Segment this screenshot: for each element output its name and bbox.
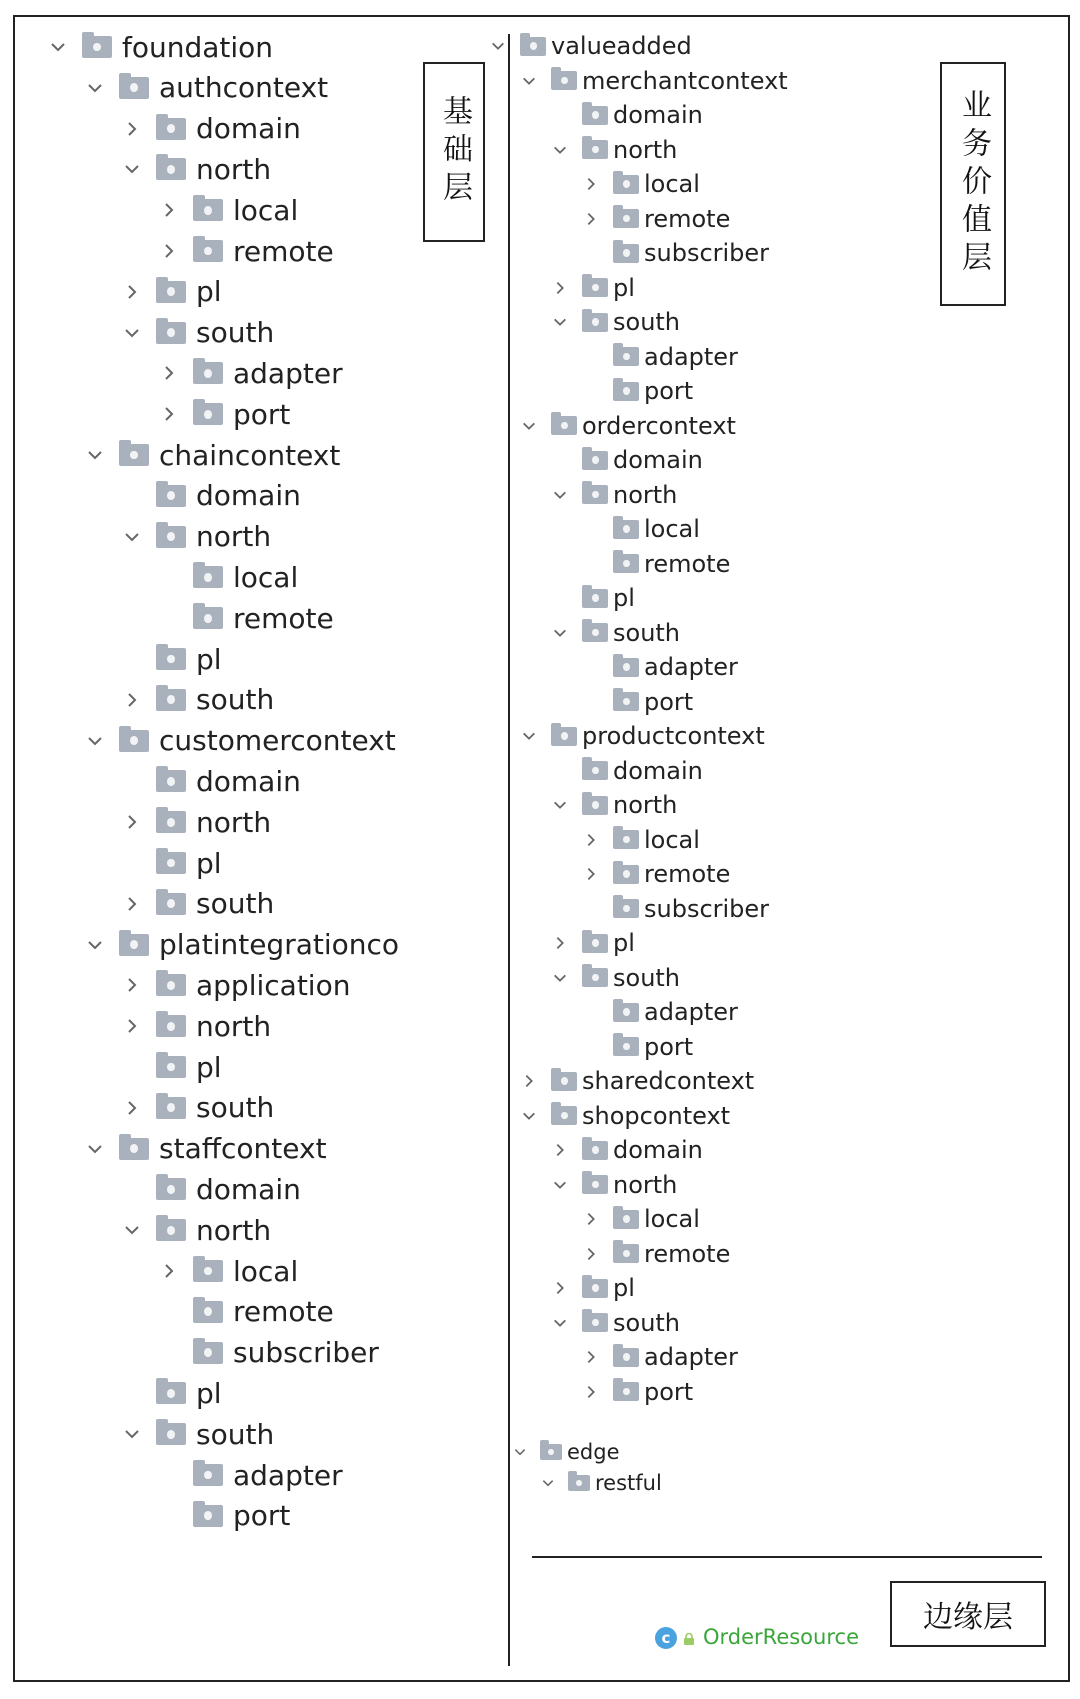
tree-item-label: local [644, 1205, 700, 1233]
tree-item-label: pl [196, 642, 222, 676]
foundation-layer-label: 基础层 [423, 62, 485, 242]
chevron-right-icon[interactable] [550, 1140, 570, 1160]
chevron-right-icon[interactable] [159, 1261, 179, 1281]
tree-item-pl[interactable] [122, 1047, 452, 1087]
folder-icon [613, 899, 639, 918]
tree-item-label: domain [196, 112, 301, 146]
tree-item-pl[interactable] [122, 843, 452, 883]
tree-item-north[interactable] [122, 802, 452, 842]
folder-icon [613, 1037, 639, 1056]
chevron-down-icon[interactable] [122, 159, 142, 179]
folder-icon [193, 1342, 223, 1364]
chevron-right-icon[interactable] [581, 1209, 601, 1229]
chevron-down-icon[interactable] [488, 36, 508, 56]
tree-item-label: domain [613, 446, 703, 474]
folder-icon [568, 1475, 590, 1491]
chevron-placeholder [550, 761, 570, 781]
chevron-down-icon[interactable] [550, 1313, 570, 1333]
folder-icon [613, 1210, 639, 1229]
folder-icon [193, 1505, 223, 1527]
tree-item-label: south [613, 308, 681, 336]
tree-item-label: north [613, 135, 678, 164]
chevron-placeholder [159, 1343, 179, 1363]
chevron-placeholder [581, 243, 601, 263]
tree-item-adapter[interactable] [159, 353, 489, 393]
chevron-down-icon[interactable] [122, 323, 142, 343]
tree-item-south[interactable] [122, 884, 452, 924]
tree-item-label: north [196, 1009, 272, 1043]
folder-icon [582, 278, 608, 297]
tree-item-label: north [196, 520, 272, 554]
chevron-placeholder [581, 1037, 601, 1057]
folder-icon [156, 322, 186, 344]
tree-item-south[interactable] [122, 313, 452, 353]
tree-item-south[interactable] [122, 680, 452, 720]
tree-item-remote[interactable] [159, 598, 489, 638]
chevron-placeholder [581, 899, 601, 919]
chevron-right-icon[interactable] [519, 1071, 539, 1091]
tree-item-label: pl [613, 1274, 635, 1302]
chevron-placeholder [581, 554, 601, 574]
folder-icon [156, 281, 186, 303]
chevron-right-icon[interactable] [159, 363, 179, 383]
chevron-placeholder [581, 692, 601, 712]
tree-item-restful[interactable] [538, 1463, 758, 1503]
chevron-placeholder [122, 1179, 142, 1199]
tree-item-label: adapter [644, 998, 738, 1026]
folder-icon [156, 485, 186, 507]
tree-item-north[interactable] [122, 149, 452, 189]
tree-item-label: remote [233, 1295, 334, 1329]
tree-item-label: remote [644, 860, 731, 888]
tree-item-label: south [613, 1308, 681, 1337]
folder-icon [156, 1015, 186, 1037]
tree-item-authcontext[interactable] [85, 68, 415, 108]
folder-icon [613, 1244, 639, 1263]
folder-icon [582, 140, 608, 159]
chevron-placeholder [159, 608, 179, 628]
tree-item-domain[interactable] [122, 476, 452, 516]
tree-item-label: south [613, 963, 681, 992]
chevron-placeholder [122, 1057, 142, 1077]
tree-item-label: north [613, 791, 678, 819]
folder-icon [582, 796, 608, 815]
chevron-placeholder [581, 347, 601, 367]
folder-icon [582, 968, 608, 987]
tree-item-label: adapter [644, 342, 738, 371]
tree-item-label: north [196, 805, 272, 839]
tree-item-label: local [233, 560, 299, 594]
chevron-placeholder [122, 853, 142, 873]
folder-icon [613, 209, 639, 228]
chevron-right-icon[interactable] [581, 864, 601, 884]
tree-item-label: domain [196, 764, 301, 798]
chevron-down-icon[interactable] [538, 1473, 558, 1493]
chevron-placeholder [581, 519, 601, 539]
folder-icon [193, 240, 223, 262]
chevron-right-icon[interactable] [581, 209, 601, 229]
tree-item-label: pl [613, 273, 635, 302]
tree-item-label: valueadded [551, 32, 692, 60]
chevron-right-icon[interactable] [581, 830, 601, 850]
tree-item-label: south [196, 887, 275, 921]
tree-item-label: north [196, 1213, 272, 1247]
tree-item-label: pl [196, 846, 222, 880]
tree-item-label: restful [595, 1471, 662, 1495]
folder-icon [582, 589, 608, 608]
chevron-down-icon[interactable] [519, 71, 539, 91]
tree-item-local[interactable] [159, 557, 489, 597]
chevron-down-icon[interactable] [519, 726, 539, 746]
edge-class-label: OrderResource [703, 1625, 859, 1649]
folder-icon [613, 382, 639, 401]
folder-icon [613, 520, 639, 539]
tree-item-adapter[interactable] [159, 1455, 489, 1495]
folder-icon [193, 199, 223, 221]
column-divider [508, 34, 510, 1666]
folder-icon [193, 566, 223, 588]
folder-icon [551, 1106, 577, 1125]
tree-item-north[interactable] [122, 517, 452, 557]
folder-icon [582, 313, 608, 332]
folder-icon [156, 1097, 186, 1119]
folder-icon [613, 175, 639, 194]
folder-icon [582, 451, 608, 470]
chevron-placeholder [122, 649, 142, 669]
chevron-down-icon[interactable] [85, 1139, 105, 1159]
tree-item-pl[interactable] [122, 272, 452, 312]
folder-icon [156, 526, 186, 548]
tree-item-domain[interactable] [122, 1169, 452, 1209]
folder-icon [156, 852, 186, 874]
chevron-right-icon[interactable] [122, 1098, 142, 1118]
tree-item-label: remote [233, 234, 334, 268]
tree-item-local[interactable] [159, 1251, 489, 1291]
tree-item-label: application [196, 968, 351, 1002]
chevron-right-icon[interactable] [581, 1347, 601, 1367]
tree-item-label: local [233, 193, 299, 227]
folder-icon [193, 607, 223, 629]
tree-item-label: remote [644, 1239, 731, 1268]
chevron-right-icon[interactable] [122, 894, 142, 914]
tree-item-label: platintegrationco [159, 928, 400, 962]
folder-icon [613, 692, 639, 711]
chevron-placeholder [550, 450, 570, 470]
tree-item-label: pl [196, 275, 222, 309]
tree-item-subscriber[interactable] [159, 1333, 489, 1373]
tree-item-chaincontext[interactable] [85, 435, 415, 475]
chevron-placeholder [581, 381, 601, 401]
chevron-right-icon[interactable] [159, 404, 179, 424]
chevron-placeholder [122, 486, 142, 506]
chevron-down-icon[interactable] [550, 795, 570, 815]
folder-icon [520, 37, 546, 56]
chevron-down-icon[interactable] [550, 623, 570, 643]
folder-icon [156, 689, 186, 711]
tree-item-label: south [613, 618, 681, 647]
folder-icon [551, 727, 577, 746]
tree-item-application[interactable] [122, 965, 452, 1005]
value-layer-label: 业务价值层 [940, 62, 1006, 306]
tree-item-port[interactable] [581, 1372, 871, 1412]
folder-icon [156, 974, 186, 996]
edge-divider [532, 1556, 1042, 1558]
folder-icon [193, 362, 223, 384]
chevron-placeholder [159, 1506, 179, 1526]
tree-item-label: local [233, 1254, 299, 1288]
folder-icon [156, 158, 186, 180]
tree-item-label: edge [567, 1440, 620, 1464]
folder-icon [193, 1464, 223, 1486]
tree-item-label: productcontext [582, 722, 765, 750]
chevron-placeholder [581, 1002, 601, 1022]
tree-item-label: north [613, 1170, 678, 1199]
tree-item-label: port [233, 1499, 291, 1533]
chevron-right-icon[interactable] [159, 200, 179, 220]
tree-item-label: domain [613, 756, 703, 785]
chevron-right-icon[interactable] [159, 241, 179, 261]
tree-item-north[interactable] [122, 1210, 452, 1250]
chevron-placeholder [550, 588, 570, 608]
tree-item-label: remote [644, 204, 731, 233]
folder-icon [540, 1444, 562, 1460]
folder-icon [582, 1175, 608, 1194]
chevron-placeholder [159, 1465, 179, 1485]
lock-icon [683, 1633, 695, 1645]
tree-item-label: pl [196, 1050, 222, 1084]
chevron-right-icon[interactable] [581, 1382, 601, 1402]
chevron-right-icon[interactable] [122, 282, 142, 302]
tree-item-label: adapter [644, 653, 738, 681]
tree-item-platintegrationco[interactable] [85, 925, 415, 965]
folder-icon [156, 648, 186, 670]
tree-item-label: local [644, 825, 700, 854]
folder-icon [613, 1003, 639, 1022]
chevron-down-icon[interactable] [85, 935, 105, 955]
folder-icon [156, 1056, 186, 1078]
folder-icon [156, 1423, 186, 1445]
tree-item-label: subscriber [644, 239, 770, 267]
tree-item-customercontext[interactable] [85, 721, 415, 761]
chevron-placeholder [122, 771, 142, 791]
chevron-down-icon[interactable] [550, 1175, 570, 1195]
folder-icon [613, 658, 639, 677]
tree-item-label: domain [196, 1172, 301, 1206]
chevron-down-icon[interactable] [85, 445, 105, 465]
folder-icon [582, 106, 608, 125]
tree-item-foundation[interactable] [48, 27, 378, 67]
tree-item-pl[interactable] [122, 1373, 452, 1413]
folder-icon [613, 1382, 639, 1401]
tree-item-label: chaincontext [159, 438, 341, 472]
chevron-right-icon[interactable] [550, 1278, 570, 1298]
chevron-placeholder [159, 1302, 179, 1322]
chevron-down-icon[interactable] [519, 416, 539, 436]
folder-icon [156, 1219, 186, 1241]
tree-item-label: south [196, 1417, 275, 1451]
tree-item-port[interactable] [159, 394, 489, 434]
tree-item-south[interactable] [122, 1088, 452, 1128]
folder-icon [582, 1313, 608, 1332]
folder-icon [582, 1141, 608, 1160]
chevron-right-icon[interactable] [122, 119, 142, 139]
chevron-down-icon[interactable] [122, 527, 142, 547]
tree-item-label: domain [613, 101, 703, 129]
tree-item-label: adapter [644, 1343, 738, 1371]
tree-item-label: remote [644, 549, 731, 578]
chevron-down-icon[interactable] [550, 140, 570, 160]
tree-item-pl[interactable] [122, 639, 452, 679]
chevron-down-icon[interactable] [550, 485, 570, 505]
chevron-right-icon[interactable] [122, 812, 142, 832]
tree-item-label: ordercontext [582, 411, 736, 440]
folder-icon [82, 36, 112, 58]
folder-icon [156, 1178, 186, 1200]
tree-item-remote[interactable] [159, 1292, 489, 1332]
chevron-right-icon[interactable] [581, 1244, 601, 1264]
folder-icon [156, 811, 186, 833]
folder-icon [582, 934, 608, 953]
chevron-down-icon[interactable] [550, 312, 570, 332]
folder-icon [193, 403, 223, 425]
tree-item-label: shopcontext [582, 1101, 731, 1130]
tree-item-label: south [196, 683, 275, 717]
tree-item-label: port [644, 687, 694, 716]
folder-icon [613, 554, 639, 573]
tree-item-label: domain [613, 1136, 703, 1164]
folder-icon [582, 623, 608, 642]
folder-icon [613, 1348, 639, 1367]
tree-item-label: port [644, 1032, 694, 1061]
chevron-right-icon[interactable] [581, 174, 601, 194]
chevron-down-icon[interactable] [122, 1424, 142, 1444]
folder-icon [156, 118, 186, 140]
folder-icon [613, 347, 639, 366]
tree-item-label: staffcontext [159, 1132, 327, 1166]
chevron-placeholder [550, 105, 570, 125]
chevron-down-icon[interactable] [510, 1442, 530, 1462]
tree-item-label: north [613, 480, 678, 509]
chevron-down-icon[interactable] [85, 78, 105, 98]
tree-item-staffcontext[interactable] [85, 1129, 415, 1169]
tree-item-label: pl [613, 929, 635, 957]
tree-item-label: merchantcontext [582, 66, 788, 95]
folder-icon [613, 244, 639, 263]
tree-item-label: customercontext [159, 724, 396, 758]
folder-icon [551, 71, 577, 90]
tree-item-label: adapter [233, 356, 343, 390]
chevron-right-icon[interactable] [550, 933, 570, 953]
folder-icon [193, 1301, 223, 1323]
folder-icon [119, 730, 149, 752]
chevron-placeholder [159, 567, 179, 587]
tree-item-label: south [196, 316, 275, 350]
folder-icon [582, 485, 608, 504]
chevron-down-icon[interactable] [48, 37, 68, 57]
chevron-down-icon[interactable] [122, 1220, 142, 1240]
folder-icon [582, 1279, 608, 1298]
chevron-right-icon[interactable] [122, 975, 142, 995]
tree-item-domain[interactable] [122, 109, 452, 149]
chevron-placeholder [122, 1383, 142, 1403]
folder-icon [582, 761, 608, 780]
tree-item-label: port [644, 377, 694, 405]
folder-icon [119, 444, 149, 466]
folder-icon [551, 416, 577, 435]
tree-item-label: north [196, 152, 272, 186]
chevron-right-icon[interactable] [122, 1016, 142, 1036]
tree-item-label: port [644, 1377, 694, 1406]
tree-item-south[interactable] [122, 1414, 452, 1454]
tree-item-label: remote [233, 601, 334, 635]
folder-icon [613, 865, 639, 884]
tree-item-label: domain [196, 479, 301, 513]
tree-item-port[interactable] [159, 1496, 489, 1536]
folder-icon [193, 1260, 223, 1282]
folder-icon [156, 770, 186, 792]
folder-icon [156, 1382, 186, 1404]
chevron-right-icon[interactable] [122, 690, 142, 710]
tree-item-label: south [196, 1091, 275, 1125]
chevron-down-icon[interactable] [519, 1106, 539, 1126]
tree-item-label: adapter [233, 1458, 343, 1492]
chevron-placeholder [581, 657, 601, 677]
tree-item-label: local [644, 515, 700, 543]
tree-item-label: authcontext [159, 71, 329, 105]
chevron-down-icon[interactable] [85, 731, 105, 751]
tree-item-label: sharedcontext [582, 1067, 755, 1095]
tree-item-label: port [233, 397, 291, 431]
tree-item-label: pl [196, 1376, 222, 1410]
class-icon: c [655, 1627, 677, 1649]
folder-icon [613, 830, 639, 849]
folder-icon [119, 934, 149, 956]
folder-icon [119, 77, 149, 99]
chevron-right-icon[interactable] [550, 278, 570, 298]
tree-item-label: foundation [122, 30, 274, 64]
tree-item-label: pl [613, 584, 635, 612]
folder-icon [156, 893, 186, 915]
tree-item-label: subscriber [233, 1336, 379, 1370]
folder-icon [119, 1138, 149, 1160]
chevron-down-icon[interactable] [550, 968, 570, 988]
tree-item-domain[interactable] [122, 761, 452, 801]
tree-item-north[interactable] [122, 1006, 452, 1046]
tree-item-label: subscriber [644, 894, 770, 923]
folder-icon [551, 1072, 577, 1091]
edge-layer-label: 边缘层 [890, 1581, 1046, 1647]
tree-item-label: local [644, 170, 700, 198]
